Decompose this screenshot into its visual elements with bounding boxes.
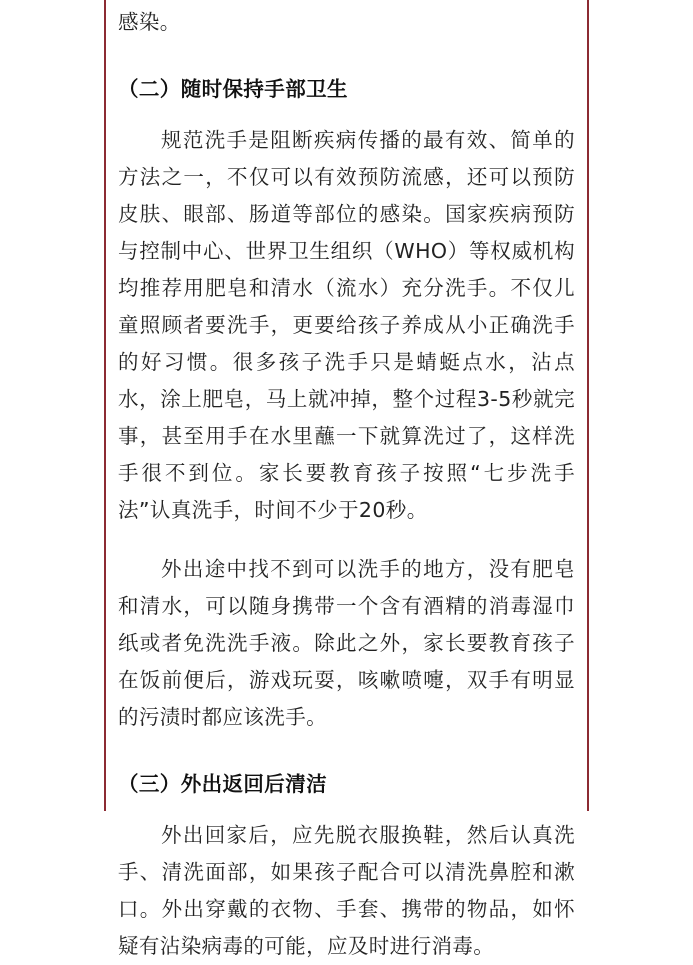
spacer <box>118 803 575 817</box>
paragraph-continued: 感染。 <box>118 10 181 34</box>
section-heading-two: （二）随时保持手部卫生 <box>118 77 348 101</box>
left-border-rule <box>104 0 106 811</box>
spacer <box>118 108 575 122</box>
spacer <box>118 529 575 551</box>
spacer <box>118 41 575 71</box>
right-border-rule <box>587 0 589 811</box>
spacer <box>118 736 575 766</box>
section-heading-three: （三）外出返回后清洁 <box>118 772 327 796</box>
paragraph-hand-hygiene: 规范洗手是阻断疾病传播的最有效、简单的方法之一，不仅可以有效预防流感，还可以预防皮肤、眼部、肠道等部位的感染。国家疾病预防与控制中心、世界卫生组织（WHO）等权威机构均推荐用肥皂和清水（流水）充分洗手。不仅儿童照顾者要洗手，更要给孩子养成从小正确洗手的好习惯。很多孩子洗手只是蜻蜓点水，沾点水，涂上肥皂，马上就冲掉，整个过程3-5秒就完事，甚至用手在水里蘸一下就算洗过了，这样洗手很不到位。家长要教育孩子按照“七步洗手法”认真洗手，时间不少于20秒。 <box>118 128 575 522</box>
paragraph-return-home-cleaning: 外出回家后，应先脱衣服换鞋，然后认真洗手、清洗面部，如果孩子配合可以清洗鼻腔和漱口。外出穿戴的衣物、手套、携带的物品，如怀疑有沾染病毒的可能，应及时进行消毒。 <box>118 823 575 958</box>
paragraph-outdoor-hygiene: 外出途中找不到可以洗手的地方，没有肥皂和清水，可以随身携带一个含有酒精的消毒湿巾纸或者免洗洗手液。除此之外，家长要教育孩子在饭前便后，游戏玩耍，咳嗽喷嚏，双手有明显的污渍时都应该洗手。 <box>118 557 575 729</box>
document-content <box>118 0 575 958</box>
